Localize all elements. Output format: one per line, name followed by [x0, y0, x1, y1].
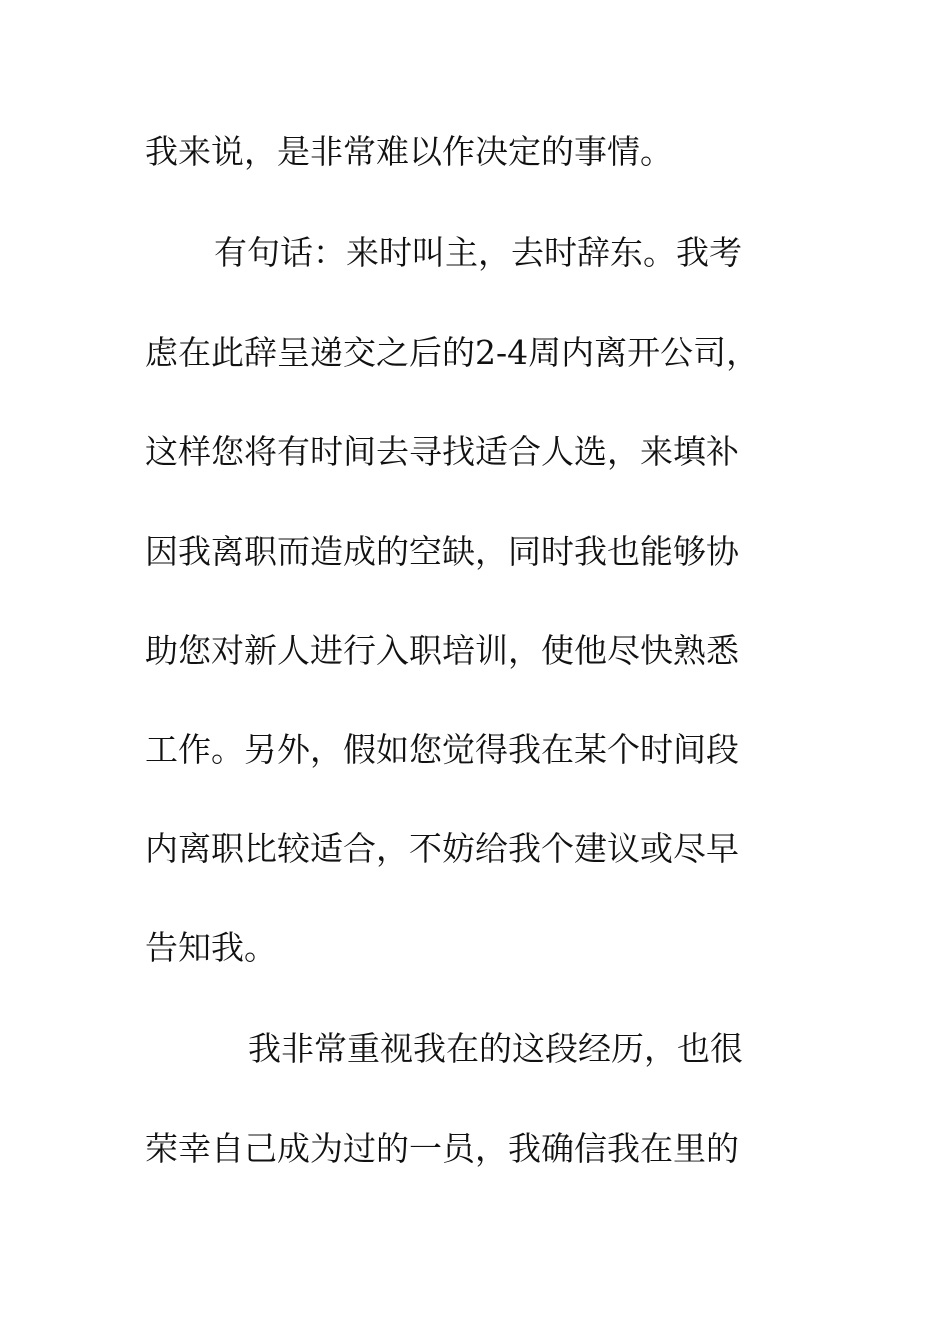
text-line: 我来说，是非常难以作决定的事情。	[145, 132, 673, 171]
text-line: 有句话：来时叫主，去时辞东。我考	[214, 233, 742, 272]
text-line: 助您对新人进行入职培训，使他尽快熟悉	[145, 631, 739, 670]
text-line: 内离职比较适合，不妨给我个建议或尽早	[145, 829, 739, 868]
text-line: 我非常重视我在的这段经历，也很	[248, 1029, 743, 1068]
text-line: 这样您将有时间去寻找适合人选，来填补	[145, 432, 739, 471]
text-line: 告知我。	[145, 928, 277, 967]
text-line: 因我离职而造成的空缺，同时我也能够协	[145, 532, 739, 571]
text-line: 工作。另外，假如您觉得我在某个时间段	[145, 730, 739, 769]
text-line: 虑在此辞呈递交之后的2-4周内离开公司，	[145, 333, 760, 372]
text-line: 荣幸自己成为过的一员，我确信我在里的	[145, 1129, 739, 1168]
